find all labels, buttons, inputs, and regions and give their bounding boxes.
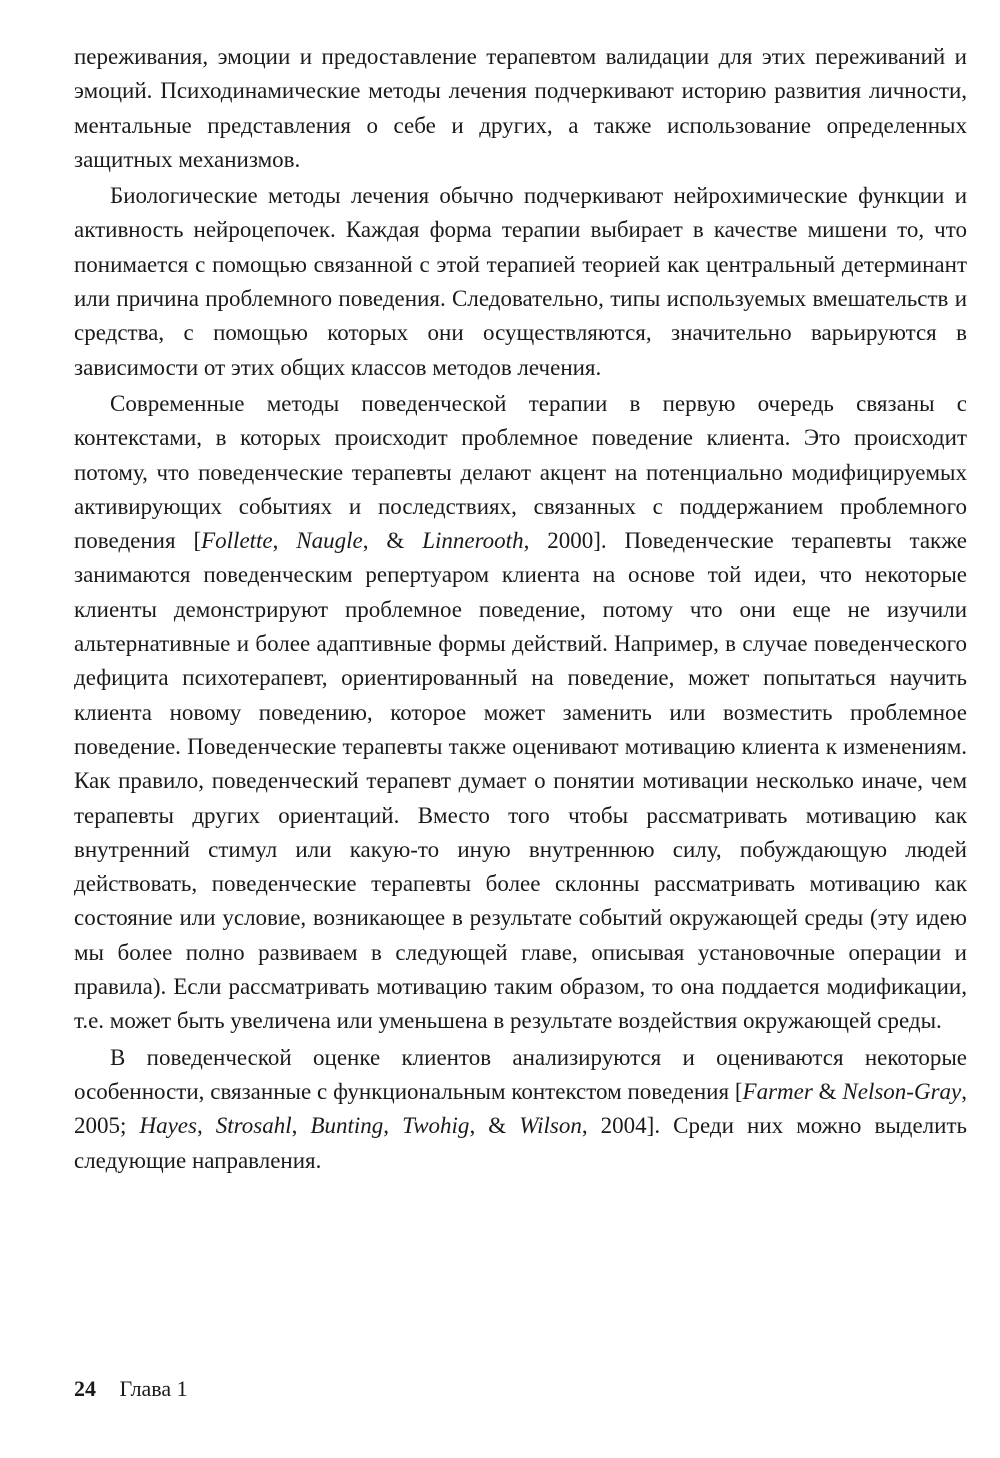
paragraph-1	[74, 40, 967, 177]
text-segment: ,	[291, 1113, 311, 1139]
page-body	[74, 40, 967, 1180]
text-segment: ,	[196, 1113, 216, 1139]
text-segment: , &	[362, 528, 423, 554]
chapter-label: Глава 1	[119, 1376, 188, 1401]
page-footer	[74, 1374, 188, 1404]
citation-author: Twohig	[402, 1113, 470, 1139]
citation-author: Hayes	[139, 1113, 197, 1139]
text-segment: В поведенческой оценке клиентов анализируются и оцениваются некоторые особенности, связанные с функциональным контекстом поведения [	[74, 1044, 967, 1104]
text-segment: ,	[383, 1113, 403, 1139]
text-segment: Биологические методы лечения обычно подчеркивают нейрохимические функции и активность нейроцепочек. Каждая форма терапии выбирает в качестве мишени то, что понимается с помощью связанной с этой терапией теорией как центральный детерминант или причина проблемного поведения. Следовательно, типы используемых вмешательств и средства, с помощью которых они осуществляются, значительно варьируются в зависимости от этих общих классов методов лечения.	[74, 183, 967, 380]
citation-author: Strosahl	[215, 1113, 292, 1139]
text-segment: , 2005;	[74, 1078, 967, 1139]
text-segment: переживания, эмоции и предоставление терапевтом валидации для этих переживаний и эмоций. Психодинамические методы лечения подчеркивают историю развития личности, ментальные представления о себе и других, а также использование определенных защитных механизмов.	[74, 44, 967, 172]
paragraph-4	[74, 1041, 967, 1178]
citation-author: Naugle	[296, 528, 363, 554]
text-segment: , &	[469, 1113, 520, 1139]
paragraph-2	[74, 179, 967, 385]
citation-author: Nelson-Gray	[842, 1078, 962, 1104]
citation-author: Wilson	[519, 1113, 582, 1139]
text-segment: &	[812, 1078, 843, 1104]
page-number: 24	[74, 1376, 96, 1401]
citation-author: Linnerooth	[422, 528, 524, 554]
paragraph-3	[74, 387, 967, 1039]
text-segment: Современные методы поведенческой терапии в первую очередь связаны с контекстами, в которых происходит проблемное поведение клиента. Это происходит потому, что поведенческие терапевты делают акцент на потенциально модифицируемых активирующих событиях и последствиях, связанных с поддержанием проблемного поведения [	[74, 390, 967, 554]
text-segment: ,	[272, 528, 297, 554]
citation-author: Farmer	[742, 1078, 813, 1104]
citation-author: Bunting	[310, 1113, 384, 1139]
citation-author: Follette	[201, 528, 273, 554]
text-segment: , 2004]. Среди них можно выделить следующие направления.	[74, 1113, 968, 1173]
text-segment: , 2000]. Поведенческие терапевты также занимаются поведенческим репертуаром клиента на основе той идеи, что некоторые клиенты демонстрируют проблемное поведение, потому что они еще не изучили альтернативные и более адаптивные формы действий. Например, в случае поведенческого дефицита психотерапевт, ориентированный на поведение, может попытаться научить клиента новому поведению, которое может заменить или возместить проблемное поведение. Поведенческие терапевты также оценивают мотивацию клиента к изменениям. Как правило, поведенческий терапевт думает о понятии мотивации несколько иначе, чем терапевты других ориентаций. Вместо того чтобы рассматривать мотивацию как внутренний стимул или какую-то иную внутреннюю силу, побуждающую людей действовать, поведенческие терапевты более склонны рассматривать мотивацию как состояние или условие, возникающее в результате событий окружающей среды (эту идею мы более полно развиваем в следующей главе, описывая установочные операции и правила). Если рассматривать мотивацию таким образом, то она поддается модификации, т.е. может быть увеличена или уменьшена в результате воздействия окружающей среды.	[74, 528, 968, 1034]
